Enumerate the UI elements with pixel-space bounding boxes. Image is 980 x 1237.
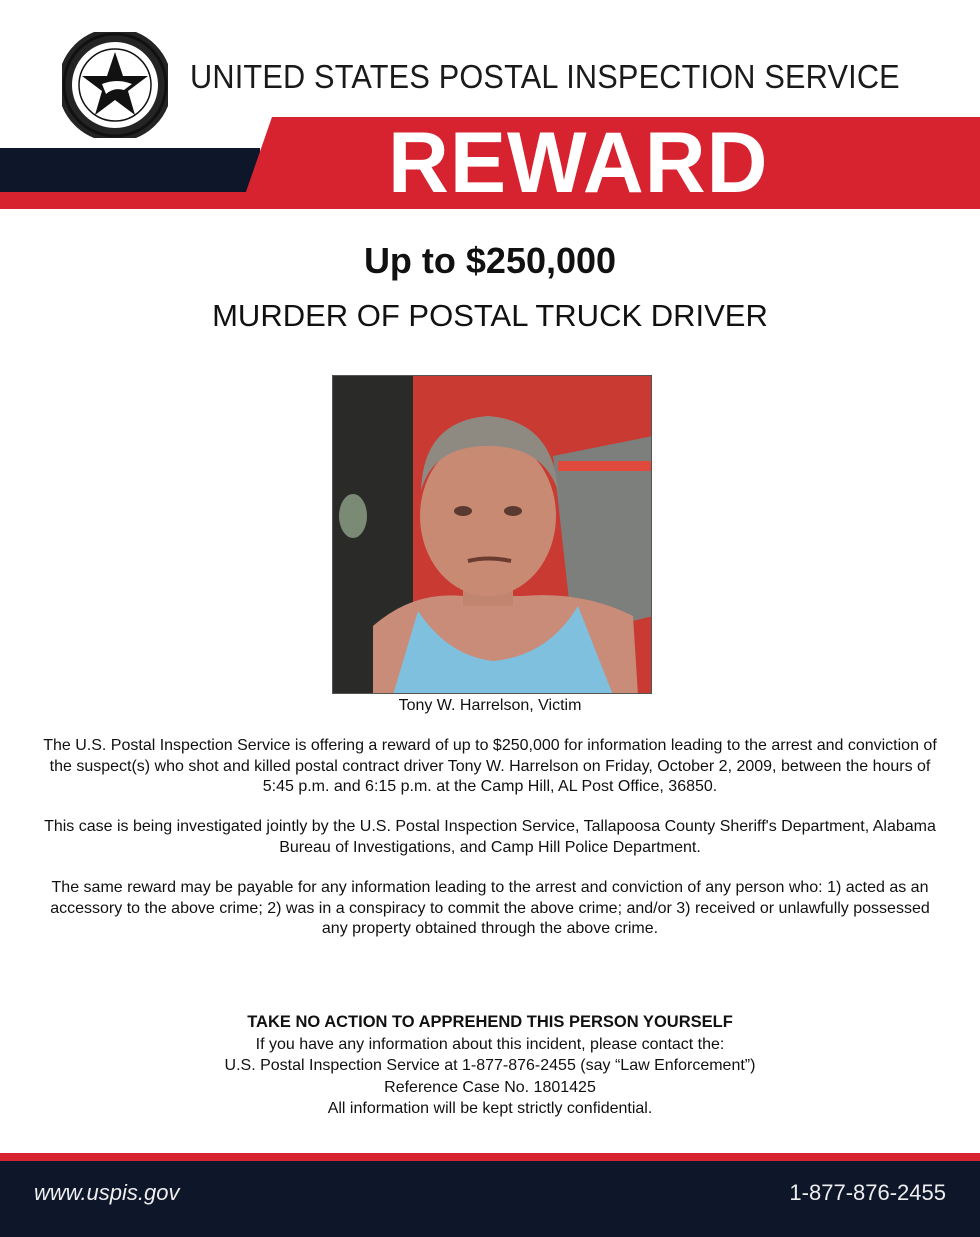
- investigation-paragraph: This case is being investigated jointly by the U.S. Postal Inspection Service, Tallapoosa County Sheriff's Department, Alabama Bureau of Investigations, and Camp Hill Police Department.: [44, 818, 936, 856]
- reward-banner-title: REWARD: [388, 115, 769, 211]
- agency-name: UNITED STATES POSTAL INSPECTION SERVICE: [190, 58, 900, 95]
- warning-text: TAKE NO ACTION TO APPREHEND THIS PERSON YOURSELF: [247, 1013, 733, 1031]
- footer-phone: 1-877-876-2455: [789, 1180, 946, 1205]
- accessory-paragraph: The same reward may be payable for any information leading to the arrest and conviction of any person who: 1) acted as an accessory to the above crime; 2) was in a conspiracy to commit the above crime; and/or 3) received or unlawfully possessed any property obtained through the above crime.: [50, 879, 930, 937]
- reward-amount: Up to $250,000: [363, 240, 617, 281]
- contact-phone-line: U.S. Postal Inspection Service at 1-877-876-2455 (say “Law Enforcement”): [224, 1057, 756, 1074]
- website-link[interactable]: www.uspis.gov: [34, 1180, 180, 1205]
- contact-section: [0, 1012, 980, 1120]
- footer-divider: [0, 1153, 980, 1161]
- photo-caption: Tony W. Harrelson, Victim: [398, 697, 582, 714]
- victim-photo: [332, 375, 652, 694]
- reference-case-number: Reference Case No. 1801425: [384, 1078, 596, 1096]
- reward-description-paragraph: The U.S. Postal Inspection Service is offering a reward of up to $250,000 for information leading to the arrest and conviction of the suspect(s) who shot and killed postal contract driver Tony W. Harrelson on Friday, October 2, 2009, between the hours of 5:45 p.m. and 6:15 p.m. at the Camp Hill, AL Post Office, 36850.: [43, 737, 937, 795]
- contact-line: If you have any information about this incident, please contact the:: [255, 1035, 725, 1053]
- confidentiality-note: All information will be kept strictly confidential.: [327, 1100, 653, 1117]
- crime-title: MURDER OF POSTAL TRUCK DRIVER: [212, 298, 768, 333]
